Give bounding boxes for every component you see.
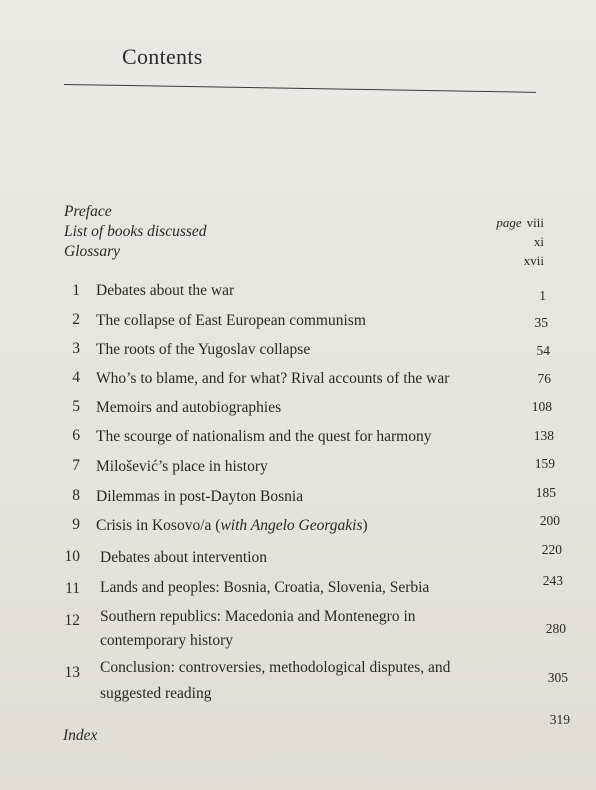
front-matter-glossary: Glossary — [64, 243, 120, 260]
chapter-title: Dilemmas in post-Dayton Bosnia — [96, 488, 304, 505]
chapter-page: 200 — [539, 513, 560, 528]
chapter-number: 12 — [64, 612, 80, 629]
chapter-page: 159 — [534, 456, 555, 471]
chapter-title: Debates about intervention — [100, 549, 268, 566]
chapter-number: 2 — [72, 311, 80, 328]
chapter-title-line1: Conclusion: controversies, methodological disputes, and — [100, 659, 451, 676]
chapter-page: 54 — [536, 343, 550, 358]
chapter-title-text: Crisis in Kosovo/a ( — [96, 517, 221, 534]
page-title: Contents — [122, 44, 203, 69]
chapter-number: 10 — [64, 548, 80, 565]
chapter-title: The roots of the Yugoslav collapse — [96, 341, 311, 358]
chapter-page: 1 — [539, 288, 546, 303]
chapter-number: 1 — [72, 282, 80, 299]
chapter-title-line1: Southern republics: Macedonia and Montenegro in — [100, 608, 416, 625]
chapter-title: Milošević’s place in history — [96, 458, 268, 475]
chapter-number: 6 — [72, 427, 80, 444]
chapter-number: 5 — [72, 398, 80, 415]
chapter-title: Debates about the war — [96, 282, 235, 299]
chapter-page: 305 — [547, 670, 568, 685]
front-matter-books: List of books discussed — [64, 223, 207, 240]
chapter-number: 7 — [72, 457, 80, 474]
chapter-number: 8 — [72, 487, 80, 504]
chapter-title — [96, 515, 516, 537]
chapter-title-coauthor: with Angelo Georgakis — [220, 517, 363, 534]
chapter-number: 11 — [65, 580, 80, 597]
chapter-page: 138 — [533, 428, 554, 443]
chapter-title-line2: contemporary history — [100, 632, 234, 649]
chapter-page: 185 — [535, 485, 556, 500]
page-number: viii — [526, 215, 544, 230]
front-matter-page-extra: xvii — [523, 253, 544, 268]
index-page: 319 — [549, 712, 570, 727]
chapter-page: 243 — [542, 573, 563, 588]
chapter-page: 280 — [545, 621, 566, 636]
front-matter-page-glossary: xi — [533, 234, 544, 249]
page-prefix: page — [496, 215, 522, 230]
chapter-number: 3 — [72, 340, 80, 357]
chapter-title: Who’s to blame, and for what? Rival accounts of the war — [96, 370, 450, 387]
heading-rule — [64, 84, 536, 93]
chapter-title-close: ) — [362, 517, 368, 534]
front-matter-preface: Preface — [64, 203, 112, 220]
chapter-page: 35 — [534, 315, 548, 330]
chapter-number: 13 — [64, 664, 80, 681]
chapter-number: 9 — [72, 516, 80, 533]
chapter-page: 220 — [541, 542, 562, 557]
chapter-title-line2: suggested reading — [100, 685, 212, 702]
front-matter-page-books — [496, 215, 544, 231]
chapter-number: 4 — [72, 369, 80, 386]
chapter-title: Memoirs and autobiographies — [96, 399, 282, 416]
chapter-title: The collapse of East European communism — [96, 312, 366, 329]
chapter-title: Lands and peoples: Bosnia, Croatia, Slovenia, Serbia — [100, 579, 430, 596]
chapter-title: The scourge of nationalism and the quest for harmony — [96, 428, 432, 445]
chapter-page: 76 — [537, 371, 551, 386]
index-title: Index — [63, 727, 98, 744]
chapter-page: 108 — [531, 399, 552, 414]
